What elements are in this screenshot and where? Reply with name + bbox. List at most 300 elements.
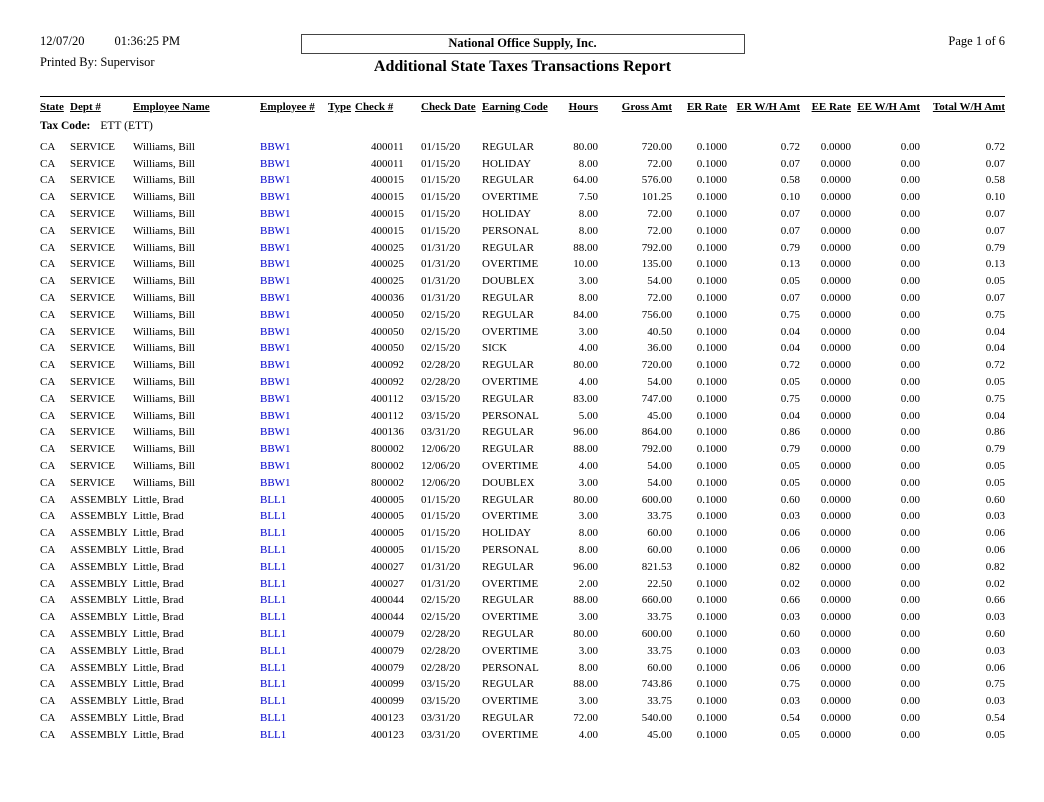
employee-number-link[interactable]: BBW1	[260, 224, 291, 237]
cell-dept-number: SERVICE	[70, 392, 115, 405]
cell-ee-wh-amt: 0.00	[900, 426, 920, 439]
cell-total-wh-amt: 0.05	[985, 728, 1005, 741]
cell-ee-wh-amt: 0.00	[900, 695, 920, 708]
cell-hours: 7.50	[578, 191, 598, 204]
cell-check-date: 01/15/20	[421, 174, 461, 187]
cell-employee-name: Little, Brad	[133, 627, 184, 640]
cell-employee-name: Williams, Bill	[133, 207, 195, 220]
employee-number-link[interactable]: BLL1	[260, 543, 287, 556]
cell-check-number: 800002	[371, 476, 404, 489]
cell-hours: 8.00	[578, 224, 598, 237]
employee-number-link[interactable]: BBW1	[260, 291, 291, 304]
cell-gross-amt: 54.00	[647, 375, 672, 388]
cell-check-date: 02/28/20	[421, 644, 461, 657]
cell-total-wh-amt: 0.03	[985, 644, 1005, 657]
cell-gross-amt: 60.00	[647, 661, 672, 674]
cell-type	[328, 374, 355, 391]
cell-state: CA	[40, 594, 56, 607]
cell-state: CA	[40, 560, 56, 573]
cell-check-date: 12/06/20	[421, 476, 461, 489]
cell-dept-number: SERVICE	[70, 342, 115, 355]
cell-ee-rate: 0.0000	[820, 207, 851, 220]
transaction-row	[40, 676, 1005, 693]
transaction-row	[40, 542, 1005, 559]
cell-employee-number	[260, 223, 328, 240]
cell-gross-amt: 821.53	[641, 560, 672, 573]
cell-employee-number	[260, 542, 328, 559]
cell-gross-amt: 135.00	[641, 258, 672, 271]
cell-er-wh-amt: 0.04	[780, 342, 800, 355]
cell-state: CA	[40, 661, 56, 674]
cell-employee-name: Williams, Bill	[133, 275, 195, 288]
transaction-row	[40, 508, 1005, 525]
cell-total-wh-amt: 0.07	[985, 157, 1005, 170]
cell-state: CA	[40, 291, 56, 304]
cell-ee-rate: 0.0000	[820, 661, 851, 674]
employee-number-link[interactable]: BBW1	[260, 241, 291, 254]
cell-hours: 8.00	[578, 527, 598, 540]
cell-check-number: 400025	[371, 275, 404, 288]
cell-employee-number	[260, 424, 328, 441]
cell-ee-rate: 0.0000	[820, 174, 851, 187]
cell-hours: 88.00	[573, 443, 598, 456]
table-header-row	[40, 97, 1005, 116]
transaction-row	[40, 206, 1005, 223]
cell-check-date: 03/15/20	[421, 695, 461, 708]
cell-earning-code: OVERTIME	[482, 375, 539, 388]
cell-dept-number: SERVICE	[70, 207, 115, 220]
cell-dept-number: ASSEMBLY	[70, 627, 128, 640]
cell-ee-rate: 0.0000	[820, 392, 851, 405]
cell-employee-number	[260, 508, 328, 525]
cell-check-date: 02/15/20	[421, 594, 461, 607]
column-header-state: State	[40, 101, 64, 113]
cell-check-date: 02/28/20	[421, 627, 461, 640]
cell-type	[328, 542, 355, 559]
cell-ee-wh-amt: 0.00	[900, 174, 920, 187]
employee-number-link[interactable]: BBW1	[260, 308, 291, 321]
cell-employee-name: Williams, Bill	[133, 359, 195, 372]
cell-ee-rate: 0.0000	[820, 375, 851, 388]
cell-er-wh-amt: 0.10	[780, 191, 800, 204]
cell-er-rate: 0.1000	[696, 711, 727, 724]
cell-check-date: 02/15/20	[421, 611, 461, 624]
cell-employee-name: Little, Brad	[133, 678, 184, 691]
cell-employee-number	[260, 408, 328, 425]
cell-type	[328, 324, 355, 341]
cell-hours: 88.00	[573, 594, 598, 607]
cell-check-date: 01/15/20	[421, 493, 461, 506]
column-header-gross-amt: Gross Amt	[621, 101, 672, 113]
cell-state: CA	[40, 275, 56, 288]
cell-check-number: 400079	[371, 661, 404, 674]
cell-dept-number: SERVICE	[70, 426, 115, 439]
transaction-row	[40, 189, 1005, 206]
cell-type	[328, 710, 355, 727]
cell-gross-amt: 600.00	[641, 493, 672, 506]
cell-hours: 4.00	[578, 459, 598, 472]
cell-check-number: 400015	[371, 224, 404, 237]
cell-dept-number: ASSEMBLY	[70, 594, 128, 607]
cell-er-rate: 0.1000	[696, 157, 727, 170]
cell-ee-wh-amt: 0.00	[900, 627, 920, 640]
employee-number-link[interactable]: BBW1	[260, 476, 291, 489]
cell-gross-amt: 40.50	[647, 325, 672, 338]
report-title: Additional State Taxes Transactions Report	[373, 58, 672, 75]
cell-employee-number	[260, 710, 328, 727]
cell-check-date: 12/06/20	[421, 443, 461, 456]
cell-earning-code: OVERTIME	[482, 577, 539, 590]
cell-total-wh-amt: 0.06	[985, 543, 1005, 556]
employee-number-link[interactable]: BBW1	[260, 375, 291, 388]
cell-type	[328, 290, 355, 307]
cell-dept-number: SERVICE	[70, 224, 115, 237]
employee-number-link[interactable]: BBW1	[260, 207, 291, 220]
cell-er-wh-amt: 0.72	[780, 359, 800, 372]
cell-employee-number	[260, 357, 328, 374]
cell-state: CA	[40, 207, 56, 220]
cell-ee-wh-amt: 0.00	[900, 224, 920, 237]
cell-check-number: 400044	[371, 594, 404, 607]
cell-total-wh-amt: 0.66	[985, 594, 1005, 607]
employee-number-link[interactable]: BLL1	[260, 711, 287, 724]
cell-er-rate: 0.1000	[696, 644, 727, 657]
cell-gross-amt: 747.00	[641, 392, 672, 405]
cell-ee-rate: 0.0000	[820, 711, 851, 724]
cell-type	[328, 256, 355, 273]
cell-dept-number: ASSEMBLY	[70, 711, 128, 724]
cell-ee-wh-amt: 0.00	[900, 493, 920, 506]
cell-hours: 64.00	[573, 174, 598, 187]
cell-ee-wh-amt: 0.00	[900, 392, 920, 405]
employee-number-link[interactable]: BLL1	[260, 527, 287, 540]
cell-type	[328, 441, 355, 458]
column-header-check-date: Check Date	[421, 101, 476, 113]
cell-earning-code: REGULAR	[482, 493, 534, 506]
cell-employee-number	[260, 139, 328, 156]
cell-ee-wh-amt: 0.00	[900, 308, 920, 321]
cell-type	[328, 458, 355, 475]
cell-state: CA	[40, 459, 56, 472]
cell-ee-rate: 0.0000	[820, 695, 851, 708]
employee-number-link[interactable]: BBW1	[260, 392, 291, 405]
cell-ee-wh-amt: 0.00	[900, 140, 920, 153]
cell-state: CA	[40, 342, 56, 355]
cell-hours: 4.00	[578, 728, 598, 741]
cell-employee-number	[260, 290, 328, 307]
cell-total-wh-amt: 0.54	[985, 711, 1005, 724]
cell-state: CA	[40, 224, 56, 237]
cell-state: CA	[40, 392, 56, 405]
employee-number-link[interactable]: BLL1	[260, 728, 287, 741]
cell-employee-number	[260, 324, 328, 341]
cell-check-number: 400011	[371, 140, 404, 153]
cell-dept-number: SERVICE	[70, 476, 115, 489]
cell-ee-wh-amt: 0.00	[900, 678, 920, 691]
transaction-row	[40, 441, 1005, 458]
employee-number-link[interactable]: BBW1	[260, 258, 291, 271]
cell-employee-number	[260, 307, 328, 324]
cell-employee-name: Williams, Bill	[133, 443, 195, 456]
cell-state: CA	[40, 241, 56, 254]
employee-number-link[interactable]: BBW1	[260, 426, 291, 439]
employee-number-link[interactable]: BLL1	[260, 611, 287, 624]
printed-by: Printed By: Supervisor	[40, 55, 155, 69]
cell-earning-code: OVERTIME	[482, 191, 539, 204]
cell-er-wh-amt: 0.05	[780, 476, 800, 489]
cell-er-wh-amt: 0.82	[780, 560, 800, 573]
cell-type	[328, 408, 355, 425]
cell-employee-name: Little, Brad	[133, 594, 184, 607]
employee-number-link[interactable]: BLL1	[260, 678, 287, 691]
cell-type	[328, 139, 355, 156]
cell-ee-wh-amt: 0.00	[900, 443, 920, 456]
cell-type	[328, 693, 355, 710]
cell-er-wh-amt: 0.03	[780, 695, 800, 708]
transactions-table	[40, 96, 1005, 743]
column-header-ee-rate: EE Rate	[811, 101, 851, 113]
cell-state: CA	[40, 174, 56, 187]
cell-er-rate: 0.1000	[696, 560, 727, 573]
cell-dept-number: SERVICE	[70, 174, 115, 187]
print-time: 01:36:25 PM	[114, 34, 181, 48]
cell-hours: 84.00	[573, 308, 598, 321]
cell-ee-rate: 0.0000	[820, 409, 851, 422]
cell-dept-number: ASSEMBLY	[70, 510, 128, 523]
cell-type	[328, 559, 355, 576]
cell-gross-amt: 72.00	[647, 157, 672, 170]
cell-check-number: 400027	[371, 560, 404, 573]
cell-state: CA	[40, 644, 56, 657]
cell-state: CA	[40, 543, 56, 556]
employee-number-link[interactable]: BLL1	[260, 560, 287, 573]
cell-type	[328, 357, 355, 374]
cell-ee-rate: 0.0000	[820, 241, 851, 254]
cell-total-wh-amt: 0.72	[985, 140, 1005, 153]
cell-dept-number: SERVICE	[70, 275, 115, 288]
cell-total-wh-amt: 0.06	[985, 661, 1005, 674]
cell-employee-name: Williams, Bill	[133, 140, 195, 153]
cell-check-number: 400015	[371, 207, 404, 220]
employee-number-link[interactable]: BLL1	[260, 594, 287, 607]
cell-check-date: 01/15/20	[421, 157, 461, 170]
cell-ee-rate: 0.0000	[820, 644, 851, 657]
cell-ee-rate: 0.0000	[820, 560, 851, 573]
cell-earning-code: PERSONAL	[482, 224, 539, 237]
cell-gross-amt: 54.00	[647, 275, 672, 288]
cell-ee-rate: 0.0000	[820, 140, 851, 153]
cell-er-rate: 0.1000	[696, 291, 727, 304]
employee-number-link[interactable]: BBW1	[260, 443, 291, 456]
employee-number-link[interactable]: BBW1	[260, 140, 291, 153]
employee-number-link[interactable]: BLL1	[260, 510, 287, 523]
cell-check-number: 400092	[371, 359, 404, 372]
cell-state: CA	[40, 359, 56, 372]
cell-earning-code: PERSONAL	[482, 543, 539, 556]
employee-number-link[interactable]: BBW1	[260, 325, 291, 338]
employee-number-link[interactable]: BLL1	[260, 627, 287, 640]
transaction-row	[40, 727, 1005, 744]
cell-ee-wh-amt: 0.00	[900, 661, 920, 674]
cell-dept-number: SERVICE	[70, 258, 115, 271]
cell-state: CA	[40, 443, 56, 456]
cell-gross-amt: 54.00	[647, 476, 672, 489]
cell-check-number: 400099	[371, 695, 404, 708]
cell-er-wh-amt: 0.72	[780, 140, 800, 153]
cell-er-wh-amt: 0.58	[780, 174, 800, 187]
cell-ee-wh-amt: 0.00	[900, 611, 920, 624]
cell-check-number: 800002	[371, 443, 404, 456]
cell-hours: 72.00	[573, 711, 598, 724]
cell-check-number: 400015	[371, 174, 404, 187]
cell-hours: 3.00	[578, 644, 598, 657]
employee-number-link[interactable]: BLL1	[260, 644, 287, 657]
cell-er-rate: 0.1000	[696, 375, 727, 388]
cell-earning-code: REGULAR	[482, 241, 534, 254]
employee-number-link[interactable]: BBW1	[260, 157, 291, 170]
employee-number-link[interactable]: BLL1	[260, 695, 287, 708]
employee-number-link[interactable]: BBW1	[260, 342, 291, 355]
cell-earning-code: REGULAR	[482, 594, 534, 607]
cell-type	[328, 424, 355, 441]
cell-er-wh-amt: 0.05	[780, 459, 800, 472]
cell-total-wh-amt: 0.13	[985, 258, 1005, 271]
cell-earning-code: REGULAR	[482, 711, 534, 724]
cell-hours: 3.00	[578, 695, 598, 708]
cell-ee-rate: 0.0000	[820, 291, 851, 304]
cell-dept-number: SERVICE	[70, 409, 115, 422]
cell-er-rate: 0.1000	[696, 443, 727, 456]
cell-ee-rate: 0.0000	[820, 275, 851, 288]
cell-total-wh-amt: 0.05	[985, 275, 1005, 288]
cell-dept-number: SERVICE	[70, 325, 115, 338]
cell-hours: 88.00	[573, 678, 598, 691]
cell-hours: 96.00	[573, 560, 598, 573]
cell-earning-code: HOLIDAY	[482, 157, 532, 170]
cell-total-wh-amt: 0.06	[985, 527, 1005, 540]
cell-type	[328, 340, 355, 357]
cell-check-number: 400025	[371, 241, 404, 254]
employee-number-link[interactable]: BLL1	[260, 493, 287, 506]
cell-er-rate: 0.1000	[696, 308, 727, 321]
cell-earning-code: OVERTIME	[482, 728, 539, 741]
cell-check-number: 400027	[371, 577, 404, 590]
report-header	[40, 34, 1005, 96]
employee-number-link[interactable]: BBW1	[260, 359, 291, 372]
column-header-total-wh-amt: Total W/H Amt	[932, 101, 1005, 113]
employee-number-link[interactable]: BBW1	[260, 275, 291, 288]
transaction-row	[40, 492, 1005, 509]
column-header-hours: Hours	[568, 101, 598, 113]
cell-earning-code: OVERTIME	[482, 325, 539, 338]
employee-number-link[interactable]: BBW1	[260, 409, 291, 422]
cell-gross-amt: 792.00	[641, 443, 672, 456]
cell-ee-rate: 0.0000	[820, 627, 851, 640]
employee-number-link[interactable]: BBW1	[260, 459, 291, 472]
transaction-row	[40, 240, 1005, 257]
cell-er-wh-amt: 0.06	[780, 543, 800, 556]
cell-state: CA	[40, 375, 56, 388]
cell-type	[328, 727, 355, 744]
cell-earning-code: REGULAR	[482, 291, 534, 304]
transaction-row	[40, 408, 1005, 425]
cell-state: CA	[40, 325, 56, 338]
cell-ee-wh-amt: 0.00	[900, 527, 920, 540]
cell-ee-rate: 0.0000	[820, 258, 851, 271]
transaction-row	[40, 424, 1005, 441]
cell-er-rate: 0.1000	[696, 258, 727, 271]
cell-employee-name: Little, Brad	[133, 493, 184, 506]
cell-hours: 8.00	[578, 661, 598, 674]
cell-type	[328, 592, 355, 609]
cell-er-wh-amt: 0.05	[780, 728, 800, 741]
cell-employee-number	[260, 660, 328, 677]
cell-total-wh-amt: 0.04	[985, 325, 1005, 338]
cell-dept-number: ASSEMBLY	[70, 695, 128, 708]
column-header-employee-number: Employee #	[260, 101, 315, 113]
column-header-type: Type	[328, 101, 352, 113]
cell-dept-number: ASSEMBLY	[70, 543, 128, 556]
cell-hours: 3.00	[578, 476, 598, 489]
employee-number-link[interactable]: BBW1	[260, 174, 291, 187]
cell-employee-number	[260, 693, 328, 710]
cell-employee-name: Williams, Bill	[133, 392, 195, 405]
cell-check-date: 03/15/20	[421, 392, 461, 405]
cell-check-date: 02/15/20	[421, 342, 461, 355]
cell-earning-code: OVERTIME	[482, 459, 539, 472]
cell-er-wh-amt: 0.75	[780, 392, 800, 405]
cell-hours: 80.00	[573, 359, 598, 372]
cell-hours: 3.00	[578, 510, 598, 523]
employee-number-link[interactable]: BLL1	[260, 661, 287, 674]
cell-earning-code: REGULAR	[482, 627, 534, 640]
cell-earning-code: REGULAR	[482, 359, 534, 372]
cell-ee-rate: 0.0000	[820, 459, 851, 472]
cell-type	[328, 576, 355, 593]
cell-state: CA	[40, 191, 56, 204]
cell-ee-wh-amt: 0.00	[900, 325, 920, 338]
employee-number-link[interactable]: BLL1	[260, 577, 287, 590]
cell-ee-wh-amt: 0.00	[900, 241, 920, 254]
transaction-row	[40, 172, 1005, 189]
cell-type	[328, 273, 355, 290]
cell-gross-amt: 33.75	[647, 695, 672, 708]
cell-ee-rate: 0.0000	[820, 543, 851, 556]
cell-gross-amt: 72.00	[647, 291, 672, 304]
cell-employee-name: Little, Brad	[133, 728, 184, 741]
cell-dept-number: ASSEMBLY	[70, 678, 128, 691]
cell-state: CA	[40, 493, 56, 506]
cell-total-wh-amt: 0.07	[985, 224, 1005, 237]
employee-number-link[interactable]: BBW1	[260, 191, 291, 204]
cell-er-rate: 0.1000	[696, 627, 727, 640]
cell-check-number: 400005	[371, 543, 404, 556]
cell-employee-name: Williams, Bill	[133, 157, 195, 170]
column-header-ee-wh-amt: EE W/H Amt	[857, 101, 920, 113]
cell-total-wh-amt: 0.72	[985, 359, 1005, 372]
cell-ee-rate: 0.0000	[820, 191, 851, 204]
cell-ee-rate: 0.0000	[820, 678, 851, 691]
cell-dept-number: SERVICE	[70, 191, 115, 204]
cell-dept-number: SERVICE	[70, 359, 115, 372]
cell-check-date: 01/15/20	[421, 207, 461, 220]
cell-state: CA	[40, 510, 56, 523]
transaction-row	[40, 710, 1005, 727]
cell-check-number: 400044	[371, 611, 404, 624]
cell-hours: 80.00	[573, 627, 598, 640]
cell-earning-code: SICK	[482, 342, 508, 355]
cell-gross-amt: 72.00	[647, 207, 672, 220]
